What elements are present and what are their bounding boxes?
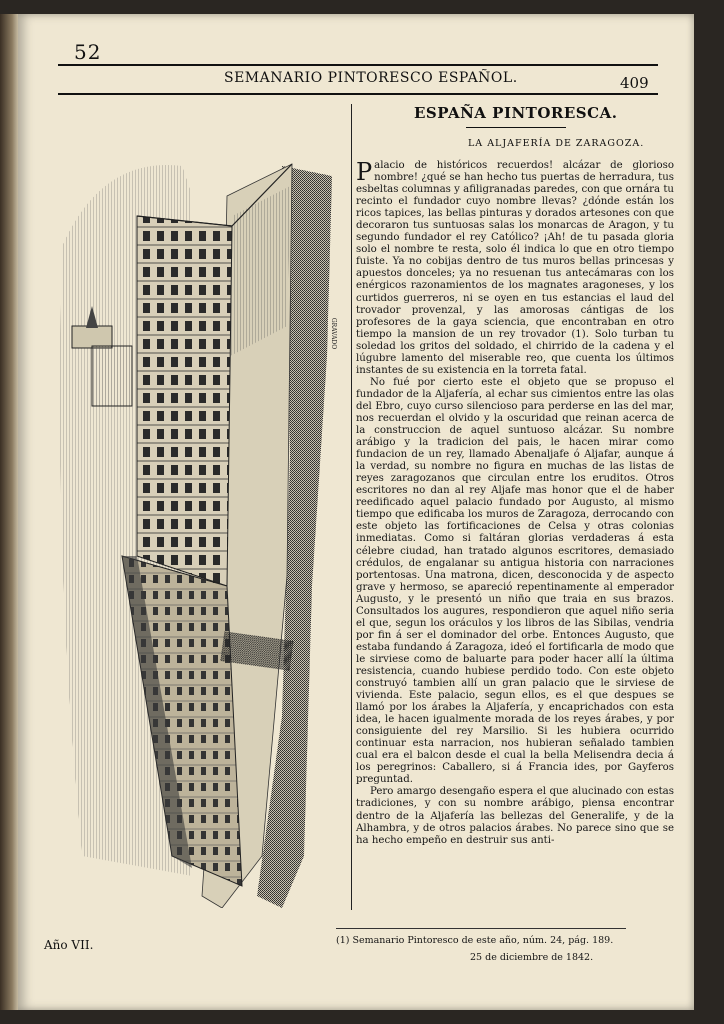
upper-facade <box>137 216 232 586</box>
article-paragraph-3: Pero amargo desengaño espera el que alucinado con estas tradiciones, y con su nombre arábigo, piensa encontrar dentro de la Aljafería las bellezas del Generalife, y de la Alhambra, y de otros palacios árabes. No parece sino que se ha hecho empeño en destruir sus anti- <box>356 786 674 846</box>
header-rule-bottom <box>58 93 658 95</box>
article-title: LA ALJAFERÍA DE ZARAGOZA. <box>468 138 645 149</box>
section-title: ESPAÑA PINTORESCA. <box>414 104 618 122</box>
running-header: SEMANARIO PINTORESCO ESPAÑOL. <box>224 70 518 86</box>
article-body <box>356 160 674 847</box>
issue-date: 25 de diciembre de 1842. <box>470 952 594 963</box>
year-label: Año VII. <box>44 938 94 952</box>
header-rule-top <box>58 64 658 66</box>
article-paragraph-1: Palacio de históricos recuerdos! alcázar de glorioso nombre! ¿qué se han hecho tus puertas de herradura, tus esbeltas columnas y afiligranadas paredes, con que ornára tu recinto el fundador cuyo nombre llevas? ¿dónde están los ricos tapices, las bellas pinturas y dorados artesones con que decoraron tus suntuosas salas los monarcas de Aragon, y tu segundo fundador el rey Católico? ¡Ah! de tu pasada gloria solo el nombre te resta, solo él indica lo que en otro tiempo fuiste. Ya no cobijas dentro de tus muros bellas princesas y apuestos donceles; ya no resuenan tus antecámaras con los enérgicos razonamientos de los magnates aragoneses, y los curtidos guerreros, ni se oyen en tus estancias el laud del trovador provenzal, y las amorosas cántigas de los profesores de la gaya sciencia, que encontraban en otro tiempo la mansion de un rey trovador (1). Solo turban tu soledad los gritos del soldado, el chirrido de la cadena y el lúgubre lamento del miserable reo, que cuenta los últimos instantes de su existencia en la torreta fatal. <box>356 158 674 376</box>
page-number: 52 <box>74 40 102 64</box>
book-gutter <box>0 14 20 1010</box>
illustration-caption: GRAVADO <box>330 317 338 350</box>
article-paragraph-2: No fué por cierto este el objeto que se propuso el fundador de la Aljafería, al echar sus cimientos entre las olas del Ebro, cuyo curso silencioso para perderse en las del mar, nos recuerdan el olvido y la oscuridad que reinan acerca de la construccion de aquel suntuoso alcázar. Su nombre arábigo y la tradicion del pais, le hacen mirar como fundacion de un rey, llamado Abenaljafe ó Aljafar, aunque á la verdad, su nombre no figura en muchas de las listas de reyes zaragozanos que circulan entre los eruditos. Otros escritores no dan al rey Aljafe mas honor que el de haber reedificado aquel palacio fundado por Augusto, al mismo tiempo que edificaba los muros de Zaragoza, derrocando con este objeto las fortificaciones de Celsa y otras colonias inmediatas. Como si faltáran glorias verdaderas á esta célebre ciudad, han tratado algunos escritores, demasiado crédulos, de engalanar su antigua historia con narraciones portentosas. Una matrona, dicen, desconocida y de aspecto grave y hermoso, se apareció repentinamente al emperador Augusto, y le presentó un niño que traia en sus brazos. Consultados los augures, respondieron que aquel niño seria el que, segun los oráculos y los libros de las Sibilas, vendria por fin á ser el dominador del orbe. Entonces Augusto, que estaba fundando á Zaragoza, ideó el fortificarla de modo que le sirviese como de baluarte para poder hacer allí la última resistencia, cuando hubiese perdido todo. Con este objeto construyó tambien allí un gran palacio que le sirviese de vivienda. Este palacio, segun ellos, es el que despues se llamó por los árabes la Aljafería, y encaprichados con esta idea, le hacen igualmente morada de los reyes árabes, y por consiguiente del rey Marsilio. Si les hubiera ocurrido continuar esta narracion, nos hubieran señalado tambien cual era el balcon desde el cual la bella Melisendra decia á los peregrinos: Caballero, si á Francia ides, por Gayferos preguntad. <box>356 376 674 786</box>
printed-page-number: 409 <box>620 74 649 92</box>
aljaferia-engraving <box>42 156 334 908</box>
drop-cap: P <box>356 158 373 186</box>
column-divider <box>351 104 352 910</box>
footnote-rule <box>336 928 626 929</box>
title-rule <box>466 127 566 128</box>
footnote: (1) Semanario Pintoresco de este año, núm. 24, pág. 189. <box>336 935 614 946</box>
